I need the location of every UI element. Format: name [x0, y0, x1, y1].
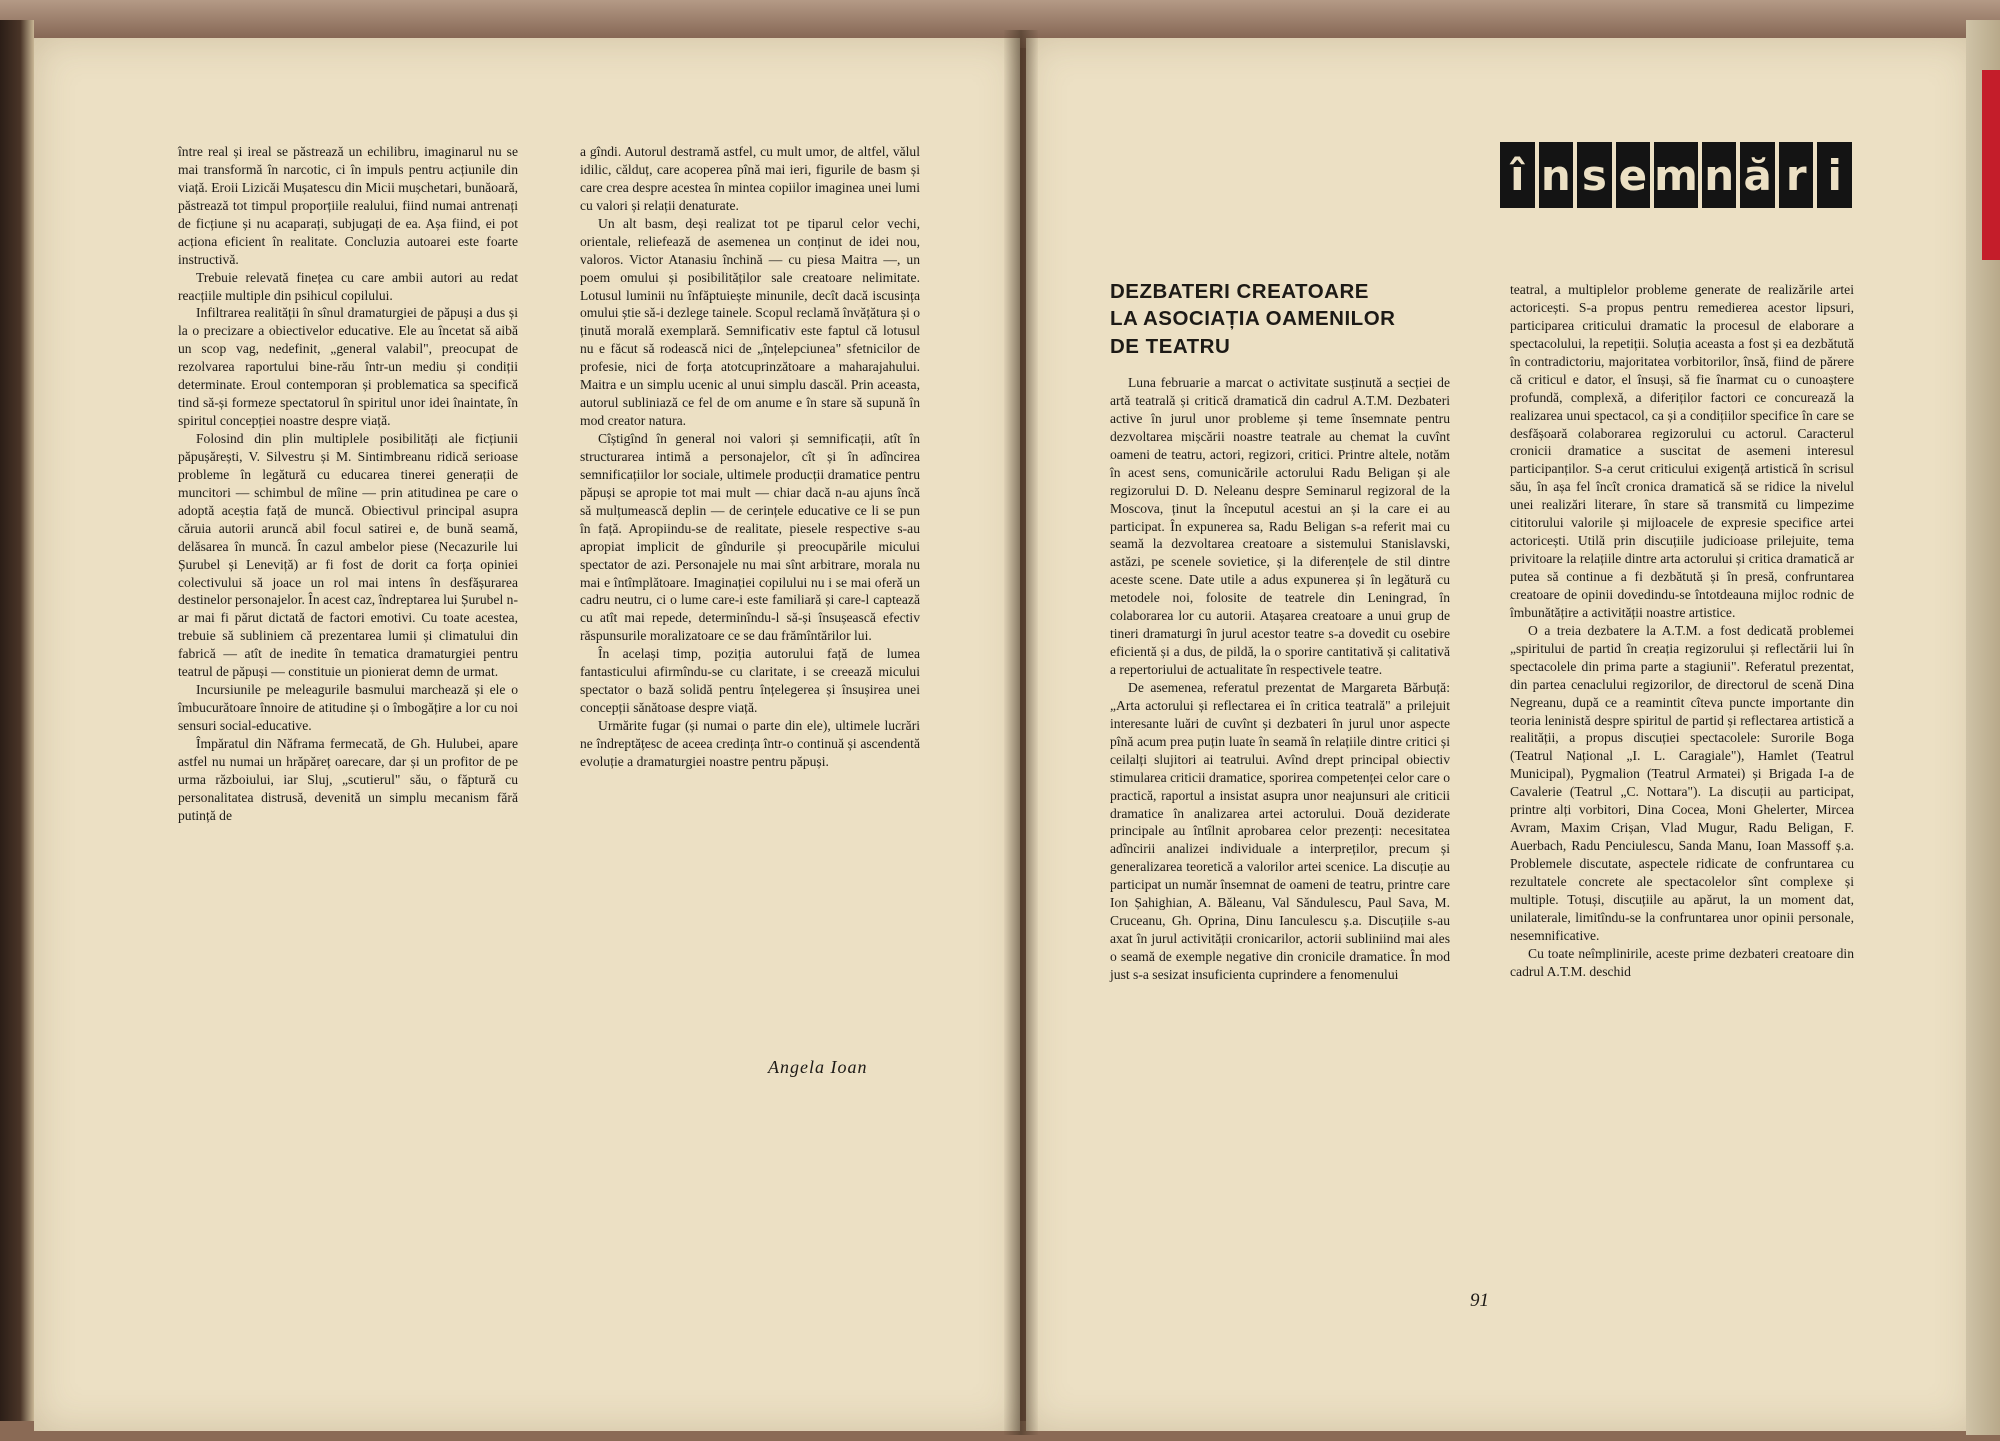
author-signature: Angela Ioan	[768, 1057, 868, 1077]
paragraph: Incursiunile pe meleagurile basmului marchează și ele o îmbucurătoare înnoire de atitudine și o îmbogățire a lor cu noi sensuri social-educative.	[178, 682, 518, 733]
paragraph: între real și ireal se păstrează un echilibru, imaginarul nu se mai transformă în narcotic, ci în impuls pentru acțiunile din viață. Eroii Lizicăi Mușatescu din Micii mușchetari, bunăoară, păstrează tot timpul proporțiile realului, fiind numai antrenați de ficțiune și nu acaparați, subjugați de ea. Așa fiind, ei pot acționa eficient în realitate. Concluzia autoarei este foarte instructivă.	[178, 144, 518, 267]
paragraph: Un alt basm, deși realizat tot pe tiparul celor vechi, orientale, reliefează de asemenea un conținut de idei nou, valoros. Victor Atanasiu închină — cu piesa Maitra —, un poem omului și posibilităților sale creatoare nelimitate. Lotusul luminii nu înfăptuiește minunile, decît dacă iscusința omului știe să-i dezlege tainele. Scopul reclamă învățătura și o ținută morală exemplară. Semnificativ este faptul că lotusul nu e făcut să rodească nici de „înțelepciunea" sfetnicilor de profesie, nici de forța atotcuprinzătoare a maharajahului. Maitra e un simplu ucenic al unui simplu dascăl. Prin aceasta, autorul subliniază ce fel de om anume e în stare să supună în mod creator natura.	[580, 215, 920, 429]
title-line: LA ASOCIAȚIA OAMENILOR	[1110, 307, 1396, 331]
paragraph: Cu toate neîmplinirile, aceste prime dezbateri creatoare din cadrul A.T.M. deschid	[1510, 945, 1854, 979]
paragraph: Luna februarie a marcat o activitate susținută a secției de artă teatrală și critică dramatică din cadrul A.T.M. Dezbateri active în jurul unor probleme și teme însemnate pentru dezvoltarea mișcării noastre teatrale au chemat la cuvînt oameni de teatru, actori, regizori, critici. Printre altele, notăm în acest sens, comunicările actorului Radu Beligan și ale regizorului D. D. Neleanu despre Seminarul regizoral de la Moscova, ținut la începutul acestui an și la care ei au participat. În expunerea sa, Radu Beligan s-a referit mai cu seamă la dezvoltarea creatoare a sistemului Stanislavski, astăzi, pe scenele sovietice, și la diferențele de stil dintre aceste scene. Date utile a adus expunerea și în legătură cu metodele noi, folosite de teatrele din Leningrad, în colaborarea lor cu autorii. Atașarea creatoare a unui grup de tineri dramaturgi în jurul acestor teatre s-a dovedit cu osebire eficientă și a dus, de pildă, la o sporire cantitativă și calitativă a repertoriului de actualitate în respectivele teatre.	[1110, 375, 1450, 677]
paragraph: Folosind din plin multiplele posibilități ale ficțiunii păpușărești, V. Silvestru și M. Sintimbreanu ridică serioase probleme în legătură cu educarea tinerei generații de muncitori — schimbul de mîine — prin atitudinea pe care o adoptă aceștia față de muncă. Obiectivul principal asupra căruia autorii aruncă abil focul satirei e, de bună seamă, delăsarea în muncă. În cazul ambelor piese (Necazurile lui Șurubel și Leneviță) ar fi fost de dorit ca forța opiniei colectivului să joace un rol mai intens în desfășurarea destinelor personajelor. În acest caz, îndreptarea lui Șurubel n-ar mai fi părut dictată de factori emotivi. Cu toate acestea, trebuie să subliniem că prezentarea lumii și climatului din fabrică — atît de inedite în tematica dramaturgiei pentru teatrul de păpuși — constituie un pionierat demn de urmat.	[178, 431, 518, 680]
banner-letter: r	[1779, 142, 1814, 208]
left-column-2	[580, 143, 920, 771]
paragraph: În același timp, poziția autorului față de lumea fantasticului afirmîndu-se cu claritate, i se creează micului spectator o bază solidă pentru înțelegerea și însușirea unei concepții sănătoase despre viață.	[580, 646, 920, 716]
banner-letter: s	[1577, 142, 1612, 208]
paragraph: O a treia dezbatere la A.T.M. a fost dedicată problemei „spiritului de partid în creația regizorului și reflectării lui în spectacolele din prima parte a stagiunii". Referatul prezentat, din partea cenaclului regizorilor, de directorul de scenă Dina Negreanu, după ce a reamintit cîteva puncte importante din teoria leninistă despre spiritul de partid și reflectarea artistică a realității, a propus discuției spectacolele: Surorile Boga (Teatrul Național „I. L. Caragiale"), Hamlet (Teatrul Municipal), Pygmalion (Teatrul Armatei) și Brigada I-a de Cavalerie (Teatrul „C. Nottara"). La discuții au participat, printre alți vorbitori, Dina Cocea, Moni Ghelerter, Mircea Avram, Maxim Crișan, Vlad Mugur, Radu Beligan, F. Auerbach, Radu Penciulescu, Sanda Manu, Ioan Massoff ș.a. Problemele discutate, aspectele ridicate de confruntarea cu rezultatele concrete ale spectacolelor sînt complexe și multiple. Totuși, discuțiile au apărut, la un moment dat, unilaterale, limitîndu-se la confruntarea unor opinii personale, nesemnificative.	[1510, 622, 1854, 943]
paragraph: Împăratul din Năframa fermecată, de Gh. Hulubei, apare astfel nu numai un hrăpăreț oarecare, dar și un profitor de pe urma războiului, iar Sluj, „scutierul" său, o făptură cu personalitatea distrusă, devenită un simplu mecanism fără putință de	[178, 735, 518, 823]
title-line: DE TEATRU	[1110, 334, 1231, 358]
banner-letter: n	[1702, 142, 1737, 208]
banner-letter: m	[1654, 142, 1698, 208]
paragraph: Infiltrarea realității în sînul dramaturgiei de păpuși a dus și la o precizare a obiectivelor educative. Ele au încetat să aibă un scop vag, nedefinit, „general valabil", preocupat de rezolvarea raportului bine-rău într-un mediu și condiții determinate. Eroul contemporan și problematica sa specifică tind să-și formeze spectatorul în spiritul unor idei înaintate, în spiritul concepției noastre despre viață.	[178, 305, 518, 429]
page-number: 91	[1470, 1290, 1489, 1311]
title-line: DEZBATERI CREATOARE	[1110, 280, 1369, 303]
paragraph: Urmărite fugar (și numai o parte din ele), ultimele lucrări ne îndreptățesc de aceea credința într-o continuă și ascendentă evoluție a dramaturgiei noastre pentru păpuși.	[580, 718, 920, 769]
paragraph: De asemenea, referatul prezentat de Margareta Bărbuță: „Arta actorului și reflectarea ei în critica teatrală" a prilejuit interesante luări de cuvînt și dezbateri în jurul unor aspecte pînă acum prea puțin luate în seamă în relațiile dintre critici și ceilalți slujitori ai teatrului. Avînd drept principal obiectiv stimularea criticii dramatice, sporirea competenței celor care o practică, raportul a insistat asupra unor neajunsuri ale criticii dramatice în analizarea artei actorului. Două deziderate principale au întîlnit aprobarea celor prezenți: necesitatea adîncirii analizei individuale a interpreților, precum și generalizarea teoretică a valorilor artei scenice. La discuție au participat un număr însemnat de oameni de teatru, printre care Ion Șahighian, A. Băleanu, Val Săndulescu, Paul Sava, M. Cruceanu, Gh. Oprina, Dinu Ianculescu ș.a. Discuțiile s-au axat în jurul activității cronicarilor, actorii subliniind mai ales o seamă de exemple negative din cronicile dramatice. În mod just s-a sesizat insuficienta cuprindere a fenomenului	[1110, 679, 1450, 982]
article-title	[1110, 278, 1490, 360]
banner-letter: n	[1539, 142, 1574, 208]
section-banner	[1500, 142, 1852, 208]
book-left-edge	[0, 20, 34, 1440]
banner-letter: ă	[1740, 142, 1775, 208]
banner-letter: e	[1616, 142, 1651, 208]
paragraph: teatral, a multiplelor probleme generate de realizările artei actoricești. S-a propus pentru remedierea acestor lipsuri, participarea criticului dramatic la procesul de elaborare a spectacolului, la repetiții. Soluția aceasta a fost și ea dezbătută în contradictoriu, majoritatea vorbitorilor, însă, fiind de părere că criticul e dator, el însuși, să fie înarmat cu o cunoaștere profundă, complexă, a diferiților factori ce concurează la realizarea unui spectacol, ca și a condițiilor specifice în care se desfășoară colaborarea regizorului cu actorul. Caracterul cronicii dramatice a suscitat de asemeni interesul participanților. S-a cerut criticului exigență artistică în scrisul său, în așa fel încît cronica dramatică să se ridice la nivelul unei realizări literare, în stare să transmită cu limpezime cititorului valorile și mijloacele de expresie specifice artei actoricești. Utilă prin discuțiile judicioase prilejuite, tema privitoare la relațiile dintre arta actorului și critica dramatică ar putea să continue a fi dezbătută și în presă, confruntarea creatoare de opinii dovedindu-se întotdeauna mijloc rodnic de îmbunătățire a activității noastre artistice.	[1510, 282, 1854, 620]
banner-letter: î	[1500, 142, 1535, 208]
book-gutter	[1004, 30, 1038, 1435]
paragraph: Cîștigînd în general noi valori și semnificații, atît în structurarea intimă a personajelor, cît și în adîncirea semnificațiilor lor sociale, ultimele producții dramatice pentru păpuși se apropie tot mai mult — chiar dacă n-au ajuns încă să mulțumească deplin — de cerințele educative ce li se pun în față. Apropiindu-se de realitate, piesele respective s-au apropiat implicit de gîndurile și preocupările micului spectator de azi. Personajele nu mai sînt arbitrare, morala nu mai e întîmplătoare. Imaginației copilului nu i se mai oferă un cadru neutru, ci o lume care-i este familiară și care-l captează cu atît mai repede, determinîndu-l să-și însușească efectiv răspunsurile moralizatoare ce se dau frămîntărilor lui.	[580, 431, 920, 644]
right-column-1	[1110, 374, 1450, 984]
left-column-1	[178, 143, 518, 825]
paragraph: Trebuie relevată finețea cu care ambii autori au redat reacțiile multiple din psihicul copilului.	[178, 269, 518, 303]
banner-letter: i	[1817, 142, 1852, 208]
red-bookmark-tab	[1982, 70, 2000, 260]
paragraph: a gîndi. Autorul destramă astfel, cu mult umor, de altfel, vălul idilic, călduț, care acoperea pînă mai ieri, figurile de basm și care crea despre acestea în mintea copiilor imaginea unei lumi cu valori și relații denaturate.	[580, 144, 920, 213]
right-column-2	[1510, 281, 1854, 981]
